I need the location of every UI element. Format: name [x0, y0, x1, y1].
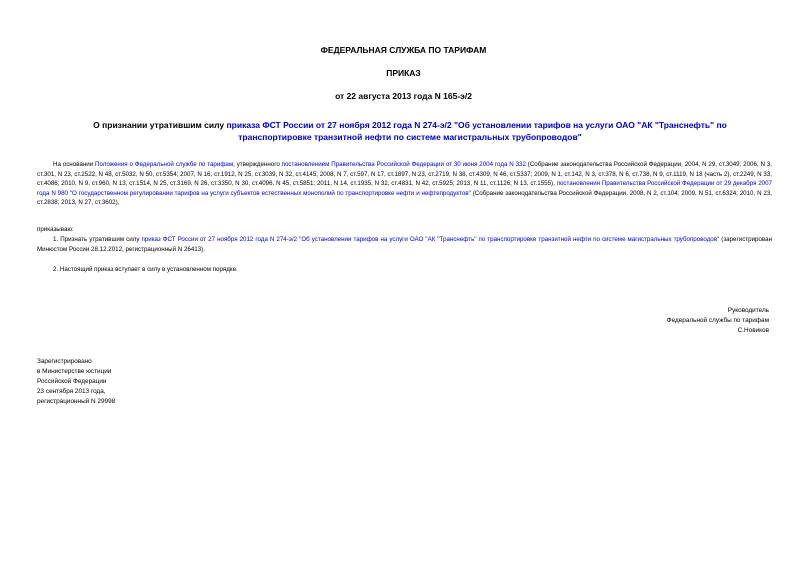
- item1-text-2: (зарегистрирован Минюстом России 28.12.2012, регистрационный N 26413).: [37, 236, 772, 253]
- order-word: приказываю:: [37, 226, 74, 233]
- preamble-text-4: (Собрание законодательства Российской Федерации, 2008, N 2, ст.104; 2009, N 51, ст.6324; 2010, N 23, ст.2838; 2013, N 27, ст.3602),: [37, 189, 773, 207]
- order-item-2: [37, 265, 772, 275]
- item1-link-order-274[interactable]: приказ ФСТ России от 27 ноября 2012 года N 274-э/2 "Об установлении тарифов на услуги ОАО "АК "Транснефть" по транспортировке транзитной нефти по системе магистральных трубопроводов": [141, 236, 720, 243]
- item2-text: 2. Настоящий приказ вступает в силу в установленном порядке.: [53, 266, 238, 273]
- signature-name: С.Новиков: [737, 327, 769, 334]
- signature-organization: Федеральной службы по тарифам: [666, 317, 769, 324]
- document-date-number: от 22 августа 2013 года N 165-э/2: [335, 91, 472, 101]
- agency-name: ФЕДЕРАЛЬНАЯ СЛУЖБА ПО ТАРИФАМ: [320, 45, 487, 55]
- document-title: [80, 119, 740, 143]
- registration-line-1: Зарегистрировано: [37, 358, 92, 365]
- title-prefix: О признании утратившим силу: [93, 120, 227, 130]
- preamble-paragraph: [37, 160, 772, 208]
- signature-position: Руководитель: [727, 307, 769, 314]
- preamble-text-3: (Собрание законодательства Российской Федерации, 2004, N 29, ст.3049; 2006, N 3, ст.301, N 23, ст.2522, N 48, ст.5032, N 50, ст.5354; 2007, N 16, ст.1912, N 25, ст.3039, N 32, ст.4145; 2008, N 7, ст.597, N 17, ст.1897, N 23, ст.2719, N 38, ст.4309, N 46, ст.5337; 2009, N 1, ст.142, N 3, ст.378, N 6, ст.738, N 9, ст.1119, N 18 (часть 2), ст.2249, N 33, ст.4086; 2010, N 9, ст.960, N 13, ст.1514, N 25, ст.3169, N 26, ст.3350, N 30, ст.4096, N 45, ст.5851; 2011, N 14, ст.1935, N 32, ст.4831, N 42, ст.5925; 2013, N 11, ст.1126; N 13, ст.1555),: [37, 161, 772, 188]
- preamble-link-regulation[interactable]: Положения о Федеральной службе по тарифам: [95, 161, 234, 168]
- preamble-link-resolution-332[interactable]: постановлением Правительства Российской Федерации от 30 июня 2004 года N 332: [281, 161, 526, 168]
- item1-text-1: 1. Признать утратившим силу: [53, 236, 142, 243]
- preamble-text-1: На основании: [53, 161, 96, 168]
- registration-line-3: Российской Федерации: [37, 378, 107, 385]
- order-item-1: [37, 235, 772, 254]
- title-link[interactable]: приказа ФСТ России от 27 ноября 2012 года N 274-э/2 "Об установлении тарифов на услуги ОАО "АК "Транснефть" по транспортировке транзитной нефти по системе магистральных трубопроводов": [226, 120, 727, 142]
- signature-block: [549, 306, 769, 336]
- registration-line-4: 23 сентября 2013 года,: [37, 388, 106, 395]
- registration-line-2: в Министерстве юстиции: [37, 368, 112, 375]
- registration-block: [37, 357, 237, 407]
- document-type: ПРИКАЗ: [386, 68, 421, 78]
- preamble-text-2: , утвержденного: [233, 161, 282, 168]
- preamble-link-resolution-980[interactable]: постановления Правительства Российской Федерации от 29 декабря 2007 года N 980 "О государственном регулировании тарифов на услуги субъектов естественных монополий по транспортировке нефти и нефтепродуктов": [37, 180, 772, 197]
- registration-line-5: регистрационный N 29998: [37, 398, 116, 405]
